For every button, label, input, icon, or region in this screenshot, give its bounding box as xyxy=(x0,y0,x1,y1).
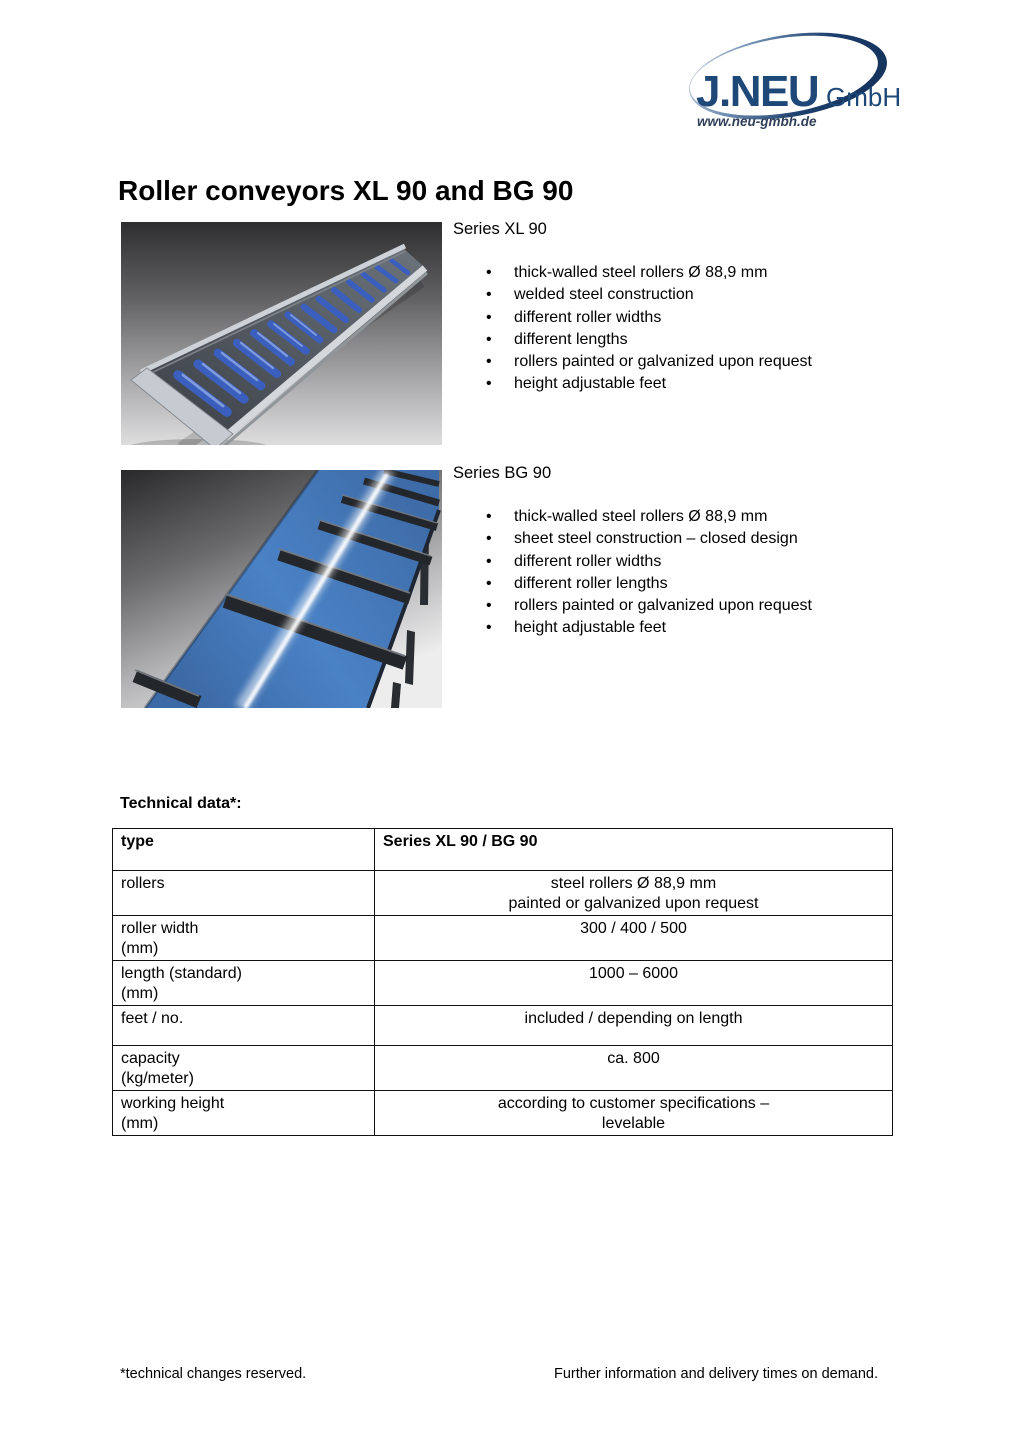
row-label-cell xyxy=(113,1006,375,1046)
series-bg90-section xyxy=(453,463,903,640)
row-label: capacity xyxy=(121,1050,180,1067)
row-value-line2: painted or galvanized upon request xyxy=(508,894,759,912)
header-type-cell: type xyxy=(113,829,375,871)
bg90-product-photo xyxy=(121,470,442,708)
table-row xyxy=(113,1006,893,1046)
feature-item: • different roller widths xyxy=(453,551,903,573)
table-row xyxy=(113,871,893,916)
row-label: working height xyxy=(121,1095,225,1112)
series-bg90-feature-list xyxy=(453,506,903,640)
series-xl90-feature-list xyxy=(453,262,903,396)
row-label: roller width xyxy=(121,920,199,937)
feature-item: • thick-walled steel rollers Ø 88,9 mm xyxy=(453,506,903,528)
logo-swoosh-graphic xyxy=(684,28,900,132)
row-value-cell xyxy=(375,1046,893,1091)
row-value-cell xyxy=(375,916,893,961)
series-bg90-heading: Series BG 90 xyxy=(453,464,552,482)
feature-item: • different roller widths xyxy=(453,307,903,329)
feature-item: • height adjustable feet xyxy=(453,373,903,395)
row-value: 300 / 400 / 500 xyxy=(580,920,687,937)
row-label-unit: (mm) xyxy=(121,984,159,1002)
row-value-line2: levelable xyxy=(601,1114,666,1132)
row-value-cell xyxy=(375,961,893,1006)
row-label-unit: (mm) xyxy=(121,939,159,957)
row-value-cell xyxy=(375,871,893,916)
technical-data-table xyxy=(112,828,893,1136)
row-value-cell xyxy=(375,1006,893,1046)
technical-data-label: Technical data*: xyxy=(120,795,242,812)
row-value: ca. 800 xyxy=(607,1050,660,1067)
table-row xyxy=(113,916,893,961)
table-header-row xyxy=(113,829,893,871)
series-xl90-section xyxy=(453,219,903,396)
table-row xyxy=(113,1091,893,1136)
row-value-cell xyxy=(375,1091,893,1136)
row-value: steel rollers Ø 88,9 mm xyxy=(550,875,717,892)
row-label-cell xyxy=(113,961,375,1006)
logo-brand-text: J.NEU xyxy=(696,67,819,116)
row-value: included / depending on length xyxy=(524,1010,743,1027)
row-value: 1000 – 6000 xyxy=(589,965,678,982)
company-logo xyxy=(684,28,900,132)
table-row xyxy=(113,1046,893,1091)
row-label-unit: (kg/meter) xyxy=(121,1069,194,1087)
series-xl90-heading: Series XL 90 xyxy=(453,220,547,238)
page-title: Roller conveyors XL 90 and BG 90 xyxy=(118,175,574,206)
feature-item: • different lengths xyxy=(453,329,903,351)
feature-item: • rollers painted or galvanized upon request xyxy=(453,595,903,617)
row-label-cell xyxy=(113,871,375,916)
logo-brand-suffix: GmbH xyxy=(826,82,900,112)
row-label: rollers xyxy=(121,875,165,892)
logo-website-text: www.neu-gmbh.de xyxy=(697,114,817,129)
row-label: feet / no. xyxy=(121,1010,184,1027)
feature-item: • sheet steel construction – closed design xyxy=(453,528,903,550)
feature-item: • rollers painted or galvanized upon request xyxy=(453,351,903,373)
header-series-cell: Series XL 90 / BG 90 xyxy=(375,829,893,871)
row-label-cell xyxy=(113,1091,375,1136)
feature-item: • height adjustable feet xyxy=(453,617,903,639)
row-value: according to customer specifications – xyxy=(497,1095,770,1112)
footer-info: Further information and delivery times on demand. xyxy=(554,1366,878,1382)
feature-item: • different roller lengths xyxy=(453,573,903,595)
row-label: length (standard) xyxy=(121,965,242,982)
row-label-unit: (mm) xyxy=(121,1114,159,1132)
table-row xyxy=(113,961,893,1006)
row-label-cell xyxy=(113,916,375,961)
feature-item: • welded steel construction xyxy=(453,284,903,306)
row-label-cell xyxy=(113,1046,375,1091)
xl90-product-photo xyxy=(121,222,442,445)
feature-item: • thick-walled steel rollers Ø 88,9 mm xyxy=(453,262,903,284)
footer-disclaimer: *technical changes reserved. xyxy=(120,1366,307,1382)
